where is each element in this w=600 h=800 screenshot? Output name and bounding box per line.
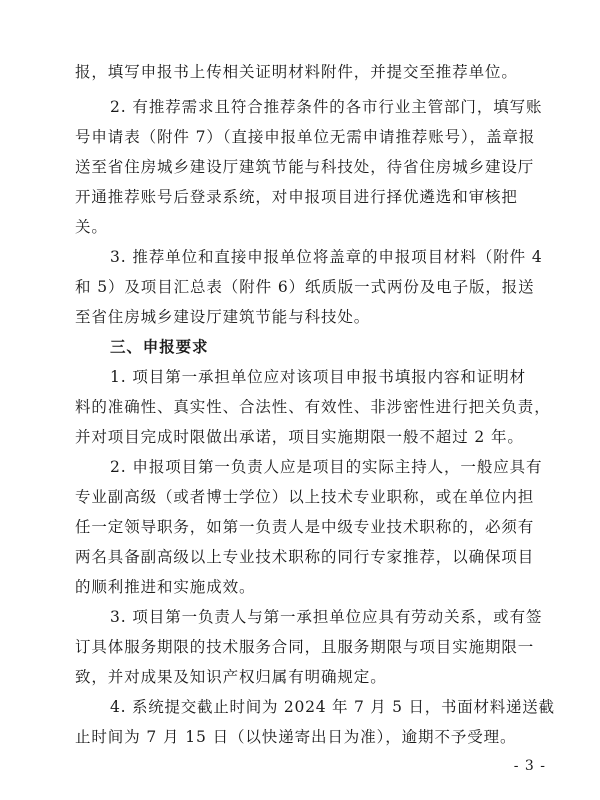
- page-number: - 3 -: [513, 758, 546, 774]
- paragraph-line: 1. 项目第一承担单位应对该项目申报书填报内容和证明材: [110, 368, 527, 386]
- paragraph-line: 开通推荐账号后登录系统，对申报项目进行择优遴选和审核把: [75, 188, 518, 206]
- paragraph-line: 2. 有推荐需求且符合推荐条件的各市行业主管部门，填写账: [110, 98, 543, 116]
- paragraph-line: 并对项目完成时限做出承诺，项目实施期限一般不超过 2 年。: [75, 428, 524, 446]
- paragraph-line: 2. 申报项目第一负责人应是项目的实际主持人，一般应具有: [110, 458, 543, 476]
- paragraph-line: 两名具备副高级以上专业技术职称的同行专家推荐，以确保项目: [75, 548, 535, 566]
- paragraph-line: 的顺利推进和实施成效。: [75, 578, 256, 596]
- paragraph-line: 送至省住房城乡建设厅建筑节能与科技处，待省住房城乡建设厅: [75, 158, 535, 176]
- paragraph-line: 报，填写申报书上传相关证明材料附件，并提交至推荐单位。: [75, 63, 518, 81]
- paragraph-line: 专业副高级（或者博士学位）以上技术专业职称，或在单位内担: [75, 488, 535, 506]
- section-heading: 三、申报要求: [110, 338, 209, 356]
- paragraph-line: 号申请表（附件 7）（直接申报单位无需申请推荐账号），盖章报: [75, 128, 536, 146]
- paragraph-line: 任一定领导职务，如第一负责人是中级专业技术职称的，必须有: [75, 518, 535, 536]
- paragraph-line: 料的准确性、真实性、合法性、有效性、非涉密性进行把关负责，: [75, 398, 551, 416]
- paragraph-line: 至省住房城乡建设厅建筑节能与科技处。: [75, 308, 371, 326]
- paragraph-line: 止时间为 7 月 15 日（以快递寄出日为准），逾期不予受理。: [75, 728, 517, 746]
- paragraph-line: 和 5）及项目汇总表（附件 6）纸质版一式两份及电子版，报送: [75, 278, 535, 296]
- paragraph-line: 致，并对成果及知识产权归属有明确规定。: [75, 668, 387, 686]
- paragraph-line: 关。: [75, 218, 108, 236]
- paragraph-line: 4. 系统提交截止时间为 2024 年 7 月 5 日，书面材料递送截: [110, 698, 555, 716]
- paragraph-line: 3. 项目第一负责人与第一承担单位应具有劳动关系，或有签: [110, 608, 543, 626]
- paragraph-line: 3. 推荐单位和直接申报单位将盖章的申报项目材料（附件 4: [110, 248, 543, 266]
- paragraph-line: 订具体服务期限的技术服务合同，且服务期限与项目实施期限一: [75, 638, 535, 656]
